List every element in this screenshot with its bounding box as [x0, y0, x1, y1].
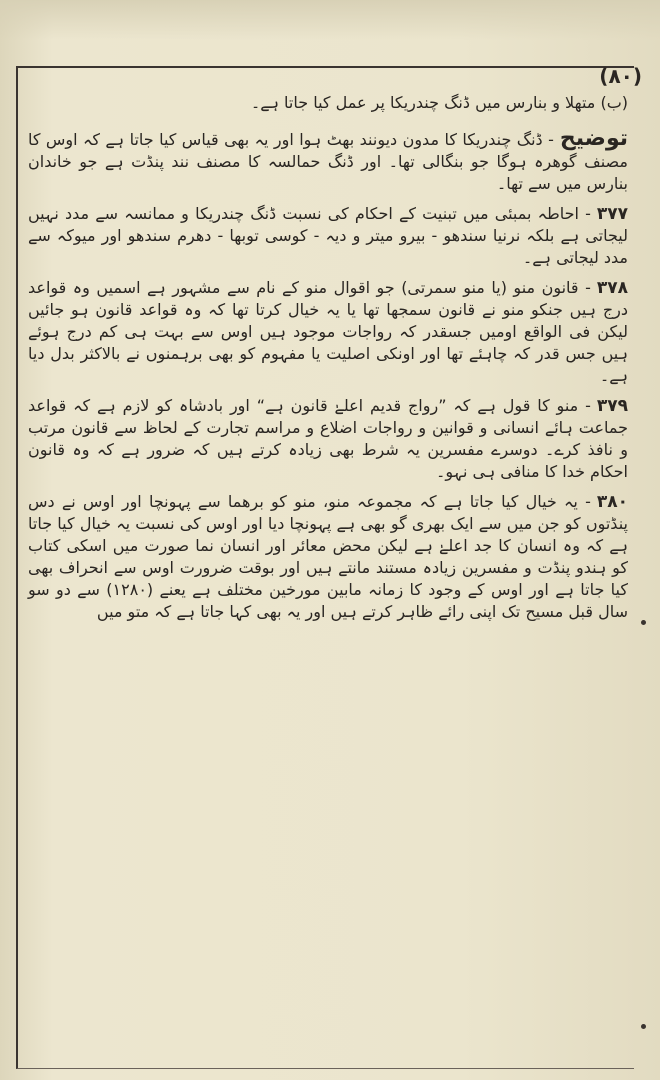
- paragraph-378: [28, 277, 628, 387]
- section-number: ۳۷۸: [596, 278, 628, 298]
- paragraph-text: - قانون منو (یا منو سمرتی) جو اقوال منو کے نام سے مشہور ہے اسمیں وہ قواعد درج ہیں جنکو منو نے قانون سمجھا تھا یا یہ خیال کرتا تھا کہ وہ قواعد قانون ہو جائیں لیکن فی الواقع اومیں جسقدر کہ رواجات موجود ہیں اوس سے بہت ہی کم درج ہوئے ہیں جس قدر کہ چاہئے تھا اور اونکی اصلیت یا مفہوم کو بھی برہمنوں نے بالاکثر بدل دیا ہے۔: [28, 278, 628, 385]
- section-number: ۳۸۰: [596, 492, 628, 512]
- paragraph-379: [28, 395, 628, 483]
- section-number: ۳۷۷: [596, 204, 628, 224]
- page-number: (۸۰): [599, 64, 642, 88]
- paragraph-text: - یہ خیال کیا جاتا ہے کہ مجموعہ منو، منو کو برھما سے پہونچا اور اوس نے دس پنڈتوں کو جن میں سے ایک بھری گو بھی ہے پہونچا دیا اور اوس کی نسبت یہ خیال کیا جاتا ہے کہ وہ انسان کا جد اعلےٰ ہے لیکن محض معائر اور انسان نما صورت میں اسکی کتاب کو ہندو پنڈت و مفسرین زیادہ مستند مانتے ہیں اور بوقت ضرورت اوس سے انحراف بھی کیا جاتا ہے اور اوس کے وجود کا زمانہ مابین مورخین مختلف ہے یعنے (۱۲۸۰) سے دو سو سال قبل مسیح تک اپنی رائے ظاہر کرتے ہیں اور یہ بھی کہا جاتا ہے کہ متو میں: [28, 492, 629, 621]
- paragraph-intro: [28, 92, 628, 114]
- paragraph-explanation: [28, 128, 628, 195]
- section-number: ۳۷۹: [596, 396, 628, 416]
- paragraph-text: (ب) متھلا و بنارس میں ڈنگ چندریکا پر عمل کیا جاتا ہے۔: [250, 93, 628, 112]
- margin-mark: [641, 1024, 646, 1029]
- paragraph-text: - ڈنگ چندریکا کا مدون دیونند بھٹ ہوا اور یہ بھی قیاس کیا جاتا ہے کہ اوس کا مصنف گوھرہ ہوگا جو بنگالی تھا۔ اور ڈنگ حمالسہ کا مصنف نند پنڈت ہے جو خاندان بنارس میں سے تھا۔: [28, 130, 628, 193]
- body-text: [28, 92, 628, 1062]
- paragraph-text: - منو کا قول ہے کہ ”رواج قدیم اعلےٰ قانون ہے“ اور بادشاہ کو لازم ہے کہ قواعد جماعت ہائے انسانی و قوانین و رواجات اضلاع و مراسم تجارت کے لحاظ سے قانون مرتب و نافذ کرے۔ دوسرے مفسرین یہ شرط بھی زیادہ کرتے ہیں کہ ضرور ہے کہ وہ قانون احکام خدا کا منافی ہی نہو۔: [28, 396, 628, 481]
- paragraph-377: [28, 203, 628, 269]
- margin-mark: [641, 620, 646, 625]
- page-top-shadow: [0, 0, 660, 40]
- paragraph-380: [28, 491, 628, 623]
- paragraph-heading: توضیح: [559, 126, 628, 151]
- paragraph-text: - احاطہ بمبئی میں تبنیت کے احکام کی نسبت ڈنگ چندریکا و ممانسہ سے مدد نہیں لیجاتی ہے بلکہ نرنیا سندھو - بیرو میتر و دیہ - کوسی توبھا - دھرم سندھو اور میوکہ سے مدد لیجاتی ہے۔: [28, 204, 628, 267]
